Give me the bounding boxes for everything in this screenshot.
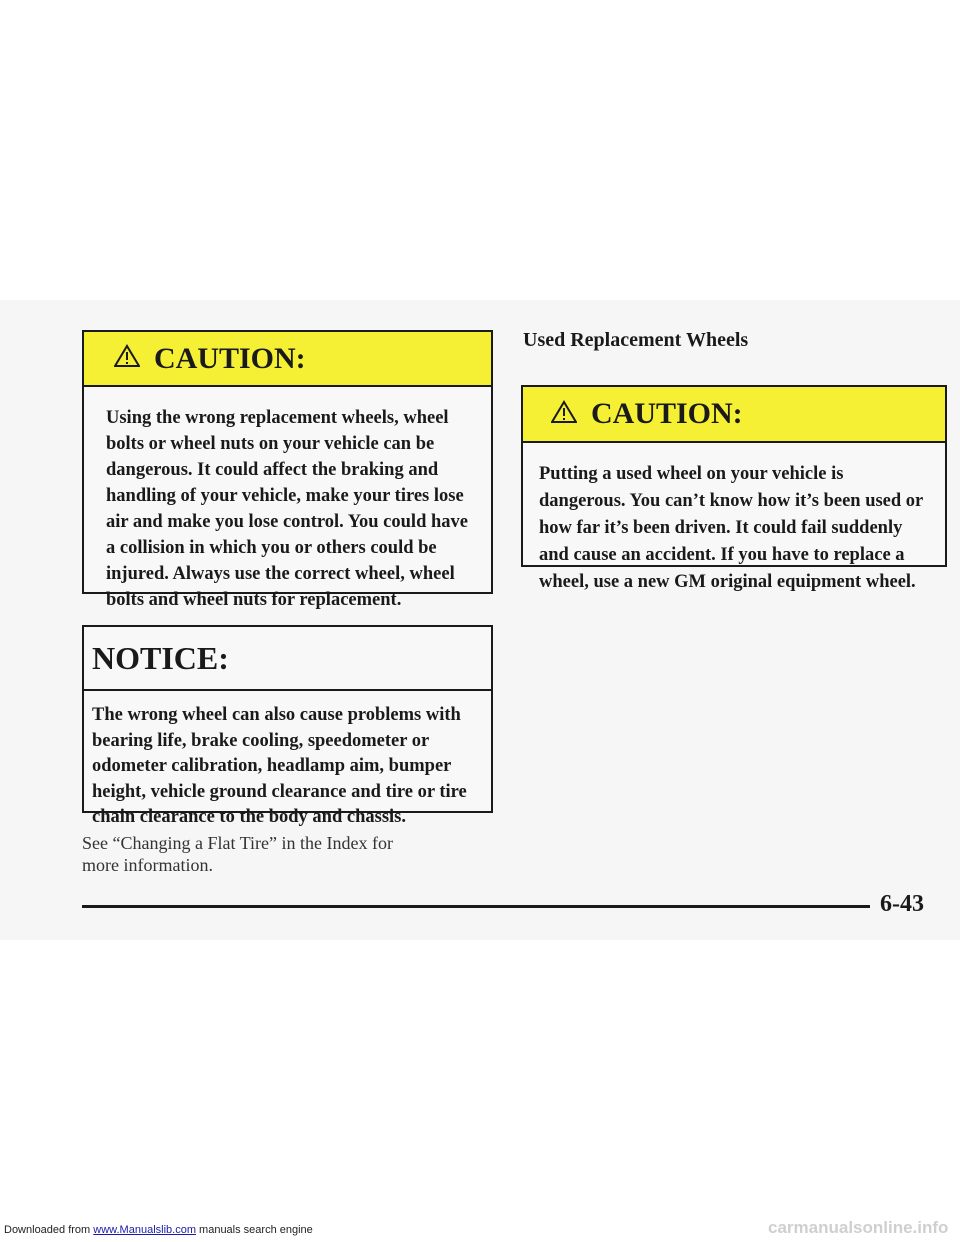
caution-box-used-wheels: [521, 385, 947, 592]
see-also-line: See “Changing a Flat Tire” in the Index for: [82, 833, 393, 853]
notice-heading: NOTICE:: [92, 639, 229, 676]
caution-box-wrong-wheels: [82, 330, 493, 610]
notice-line: The wrong wheel can also cause problems with: [92, 705, 461, 725]
footer-rule: [82, 905, 870, 908]
caution-header: [523, 387, 945, 443]
footer-prefix: Downloaded from: [4, 1224, 94, 1236]
footer-suffix: manuals search engine: [195, 1224, 313, 1236]
caution-heading: CAUTION:: [591, 397, 743, 430]
caution-line: Using the wrong replacement wheels, wheel: [106, 408, 449, 428]
caution-line: how far it’s been driven. It could fail suddenly: [539, 518, 903, 538]
caution-body: [84, 387, 491, 613]
caution-line: bolts and wheel nuts for replacement.: [106, 590, 402, 610]
notice-line: odometer calibration, headlamp aim, bumper: [92, 756, 452, 776]
notice-box: [82, 625, 493, 827]
caution-line: a collision in which you or others could be: [106, 538, 437, 558]
notice-header: [84, 627, 491, 691]
warning-triangle-icon: [114, 344, 140, 373]
see-also-line: more information.: [82, 855, 213, 875]
caution-header: [84, 332, 491, 387]
watermark: carmanualsonline.info: [768, 1218, 949, 1237]
caution-line: wheel, use a new GM original equipment wheel.: [539, 572, 916, 592]
caution-line: air and make you lose control. You could have: [106, 512, 468, 532]
download-footer: [4, 1224, 313, 1236]
see-also-text: [82, 832, 422, 876]
caution-line: Putting a used wheel on your vehicle is: [539, 464, 844, 484]
caution-line: bolts or wheel nuts on your vehicle can be: [106, 434, 435, 454]
notice-line: height, vehicle ground clearance and tire or tire: [92, 781, 467, 802]
notice-line: bearing life, brake cooling, speedometer or: [92, 730, 430, 751]
caution-line: and cause an accident. If you have to replace a: [539, 545, 905, 565]
section-title: Used Replacement Wheels: [523, 329, 749, 351]
caution-body: [523, 443, 945, 596]
notice-line: chain clearance to the body and chassis.: [92, 807, 407, 827]
notice-body: [84, 691, 491, 831]
caution-line: injured. Always use the correct wheel, wheel: [106, 564, 455, 584]
caution-line: dangerous. It could affect the braking and: [106, 460, 439, 480]
warning-triangle-icon: [551, 400, 577, 429]
caution-heading: CAUTION:: [154, 341, 306, 375]
caution-line: dangerous. You can’t know how it’s been used or: [539, 491, 924, 511]
page-number: 6-43: [880, 891, 924, 917]
caution-line: handling of your vehicle, make your tires lose: [106, 486, 464, 506]
manualslib-link[interactable]: www.Manualslib.com: [93, 1224, 196, 1236]
